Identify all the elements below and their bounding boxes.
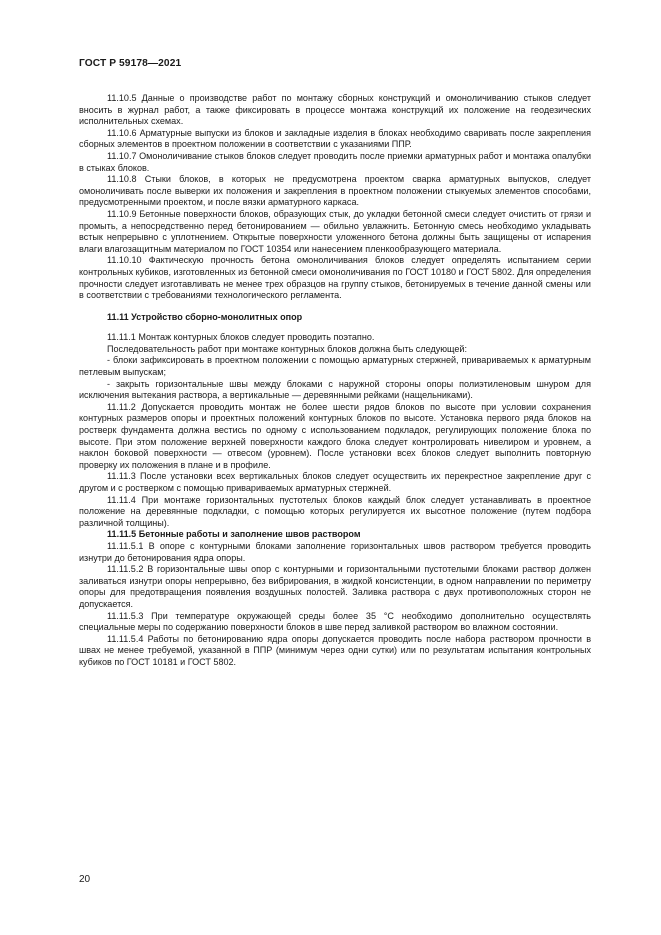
- paragraph-11-11-2: 11.11.2 Допускается проводить монтаж не более шести рядов блоков по высоте при условии сохранения контурных размеров опоры и проектных положений контурных блоков по высоте. Установка первого ряда блоков на ростверк фундамента должна вестись по одному с использованием подкладок, регулирующих положение блока по высоте. При этом положение верхней поверхности каждого блока следует контролировать нивелиром и уровнем, а наклон боковой поверхности — отвесом (уровнем). После установки всех блоков следует выполнить повторную проверку их положения в плане и в профиле.: [79, 401, 591, 470]
- page-number: 20: [79, 874, 91, 885]
- paragraph-11-11-1: 11.11.1 Монтаж контурных блоков следует проводить поэтапно.: [107, 332, 375, 343]
- paragraph-11-10-10: 11.10.10 Фактическую прочность бетона омоноличивания блоков следует определять испытанием серии контрольных кубиков, изготовленных из бетонной смеси омоноличивания по ГОСТ 10180 и ГОСТ 5802. Для определения прочности следует изготавливать не менее трех образцов на группу стыков, бетонируемых в течение данной смены или в соответствии с требованиями технологического регламента.: [79, 255, 591, 301]
- paragraph-11-10-7: 11.10.7 Омоноличивание стыков блоков следует проводить после приемки арматурных работ и монтажа опалубки в стыках блоков.: [79, 150, 591, 173]
- document-header: ГОСТ Р 59178—2021: [79, 58, 182, 69]
- paragraph-11-11-3: 11.11.3 После установки всех вертикальных блоков следует осуществить их перекрестное закрепление друг с другом и с ростверком с помощью привариваемых арматурных стержней.: [79, 471, 591, 493]
- list-item-fix-blocks: - блоки зафиксировать в проектном положении с помощью арматурных стержней, привариваемых к арматурным петлевым выпускам;: [79, 355, 591, 378]
- section-heading-11-11: 11.11 Устройство сборно-монолитных опор: [107, 311, 303, 322]
- paragraph-11-11-5-3: 11.11.5.3 При температуре окружающей среды более 35 °С необходимо дополнительно осуществлять специальные меры по содержанию поверхности блоков в шве перед заливкой раствором во влажном состоянии.: [79, 610, 591, 633]
- paragraph-11-11-5-1: 11.11.5.1 В опоре с контурными блоками заполнение горизонтальных швов раствором требуется проводить изнутри до бетонирования ядра опоры.: [79, 540, 591, 563]
- paragraph-11-11-4: 11.11.4 При монтаже горизонтальных пустотелых блоков каждый блок следует устанавливать в проектное положение на деревянные подкладки, с помощью которых регулируется их высотное положение (путем подбора различной толщины).: [79, 494, 591, 528]
- paragraph-11-10-6: 11.10.6 Арматурные выпуски из блоков и закладные изделия в блоках необходимо сваривать после закрепления сборных элементов в проектном положении в соответствии с указаниями ППР.: [79, 127, 591, 150]
- paragraph-11-10-5: 11.10.5 Данные о производстве работ по монтажу сборных конструкций и омоноличиванию стыков следует вносить в журнал работ, а также фиксировать в процессе монтажа конструкций их положение на геодезических исполнительных схемах.: [79, 93, 591, 127]
- paragraph-11-11-5-2: 11.11.5.2 В горизонтальные швы опор с контурными и горизонтальными пустотелыми блоками раствор должен заливаться изнутри опоры непрерывно, без вибрирования, в жидкой консистенции, в одном направлении по периметру опоры для предотвращения появления воздушных полостей. Заливка раствора с двух противоположных сторон не допускается.: [79, 564, 591, 609]
- paragraph-sequence-intro: Последовательность работ при монтаже контурных блоков должна быть следующей:: [107, 343, 467, 354]
- paragraph-11-11-5-4: 11.11.5.4 Работы по бетонированию ядра опоры допускается проводить после набора раствором прочности в швах не менее требуемой, указанной в ППР (минимум через одни сутки) или по результатам испытания контрольных кубиков по ГОСТ 10181 и ГОСТ 5802.: [79, 633, 591, 667]
- list-item-close-joints: - закрыть горизонтальные швы между блоками с наружной стороны опоры полиэтиленовым шнуром для исключения вытекания раствора, а вертикальные — деревянными рейками (нащельниками).: [79, 378, 591, 401]
- document-body: [79, 93, 591, 669]
- paragraph-11-10-8: 11.10.8 Стыки блоков, в которых не предусмотрена проектом сварка арматурных выпусков, следует омоноличивать после выверки их положения и закрепления в проектном положении стыкуемых элементов способами, предусмотренными проектом, и после вязки арматурного каркаса.: [79, 174, 591, 208]
- subsection-heading-11-11-5: 11.11.5 Бетонные работы и заполнение швов раствором: [107, 529, 361, 540]
- paragraph-11-10-9: 11.10.9 Бетонные поверхности блоков, образующих стык, до укладки бетонной смеси следует очистить от грязи и промыть, а непосредственно перед бетонированием — обильно увлажнить. Бетонную смесь необходимо укладывать встык непрерывно с уплотнением. Открытые поверхности уложенного бетона должны быть защищены от испарения влаги влагозащитным материалом по ГОСТ 10354 или нанесением пленкообразующего материала.: [79, 208, 591, 254]
